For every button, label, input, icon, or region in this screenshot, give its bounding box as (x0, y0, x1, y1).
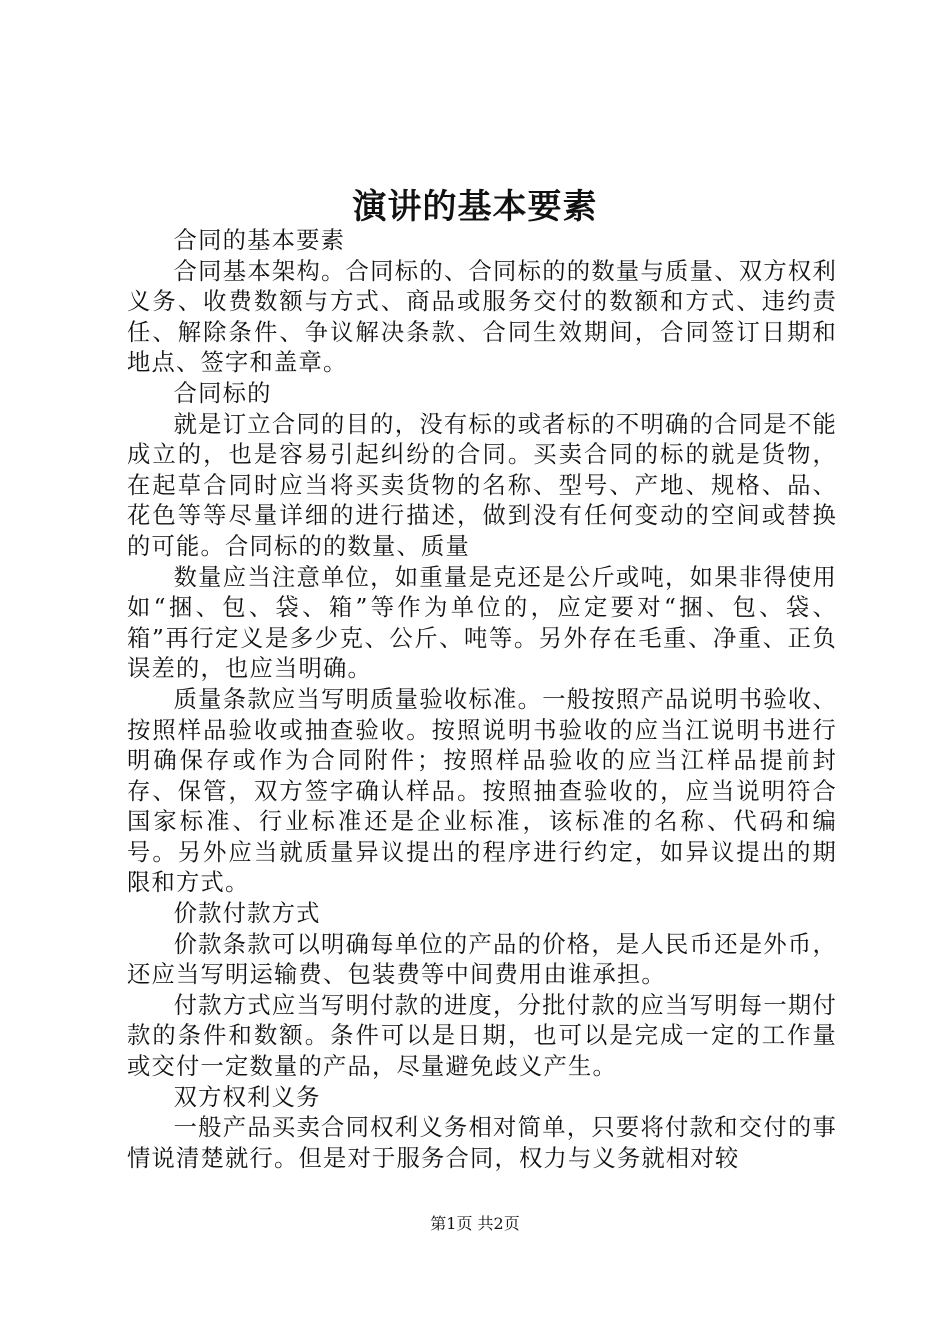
section-heading-rights-obligations: 双方权利义务 (173, 1083, 321, 1111)
paragraph-price-terms: 价款条款可以明确每单位的产品的价格，是人民币还是外币，还应当写明运输费、包装费等中间费用由谁承担。 (127, 930, 837, 989)
document-body (127, 226, 837, 1174)
document-title: 演讲的基本要素 (352, 187, 598, 227)
paragraph-payment-method: 付款方式应当写明付款的进度，分批付款的应当写明每一期付款的条件和数额。条件可以是日期，也可以是完成一定的工作量或交付一定数量的产品，尽量避免歧义产生。 (127, 991, 837, 1081)
section-heading-subject-matter: 合同标的 (173, 379, 272, 407)
paragraph-rights-obligations: 一般产品买卖合同权利义务相对简单，只要将付款和交付的事情说清楚就行。但是对于服务合同，权力与义务就相对较 (127, 1114, 837, 1172)
paragraph-quantity: 数量应当注意单位，如重量是克还是公斤或吨，如果非得使用如“捆、包、袋、箱”等作为单位的，应定要对“捆、包、袋、箱”再行定义是多少克、公斤、吨等。另外存在毛重、净重、正负误差的，也应当明确。 (127, 563, 837, 683)
paragraph-subject-matter: 就是订立合同的目的，没有标的或者标的不明确的合同是不能成立的，也是容易引起纠纷的合同。买卖合同的标的就是货物，在起草合同时应当将买卖货物的名称、型号、产地、规格、品、花色等等尽量详细的进行描述，做到没有任何变动的空间或替换的可能。合同标的的数量、质量 (127, 410, 837, 560)
paragraph-basic-structure: 合同基本架构。合同标的、合同标的的数量与质量、双方权利义务、收费数额与方式、商品或服务交付的数额和方式、违约责任、解除条件、争议解决条款、合同生效期间，合同签订日期和地点、签字和盖章。 (127, 257, 837, 377)
section-heading-basic-elements: 合同的基本要素 (173, 227, 346, 254)
section-heading-payment: 价款付款方式 (173, 900, 321, 928)
paragraph-quality: 质量条款应当写明质量验收标准。一般按照产品说明书验收、按照样品验收或抽查验收。按照说明书验收的应当江说明书进行明确保存或作为合同附件；按照样品验收的应当江样品提前封存、保管，双方签字确认样品。按照抽查验收的，应当说明符合国家标准、行业标准还是企业标准，该标准的名称、代码和编号。另外应当就质量异议提出的程序进行约定，如异议提出的期限和方式。 (127, 685, 837, 897)
page-number: 第1页 共2页 (430, 1214, 520, 1233)
